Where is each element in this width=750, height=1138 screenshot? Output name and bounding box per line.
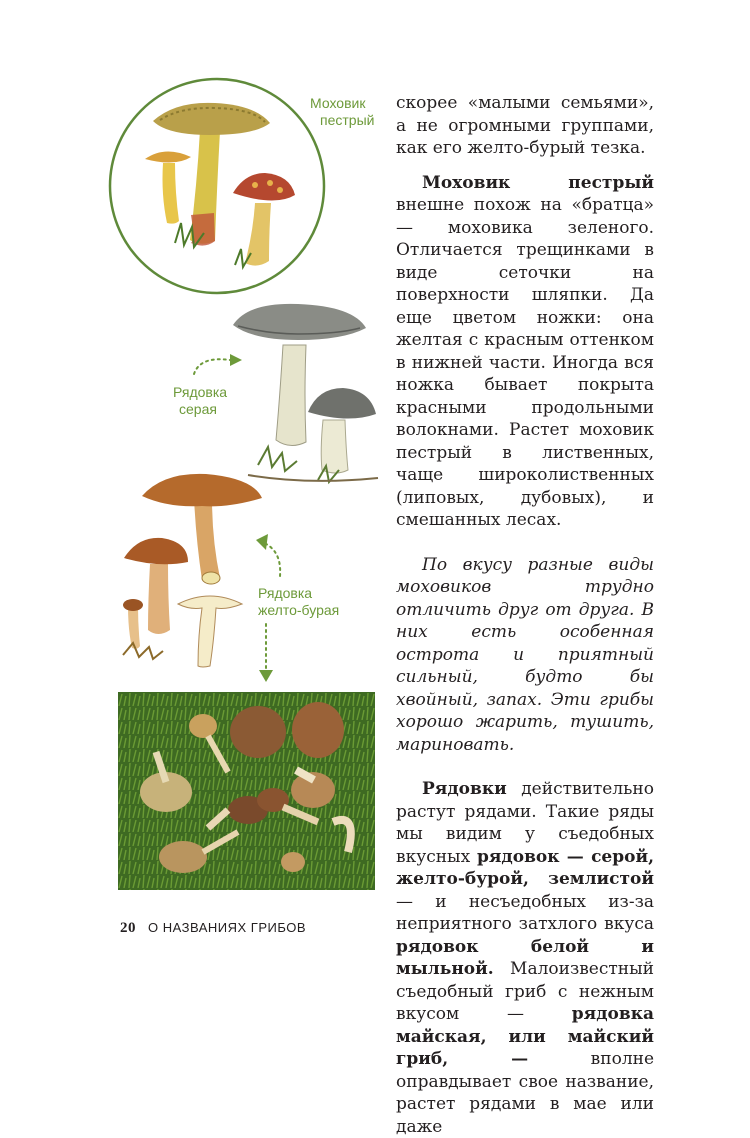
p4-text-3: Малоизвестный съедобный гриб с нежным вкусом — (396, 959, 654, 1024)
caption-mokhovik (310, 95, 374, 129)
mokhovik-illustration (105, 75, 330, 297)
page-number: 20 (120, 920, 136, 936)
paragraph-3: По вкусу разные виды моховиков трудно отличить друг от друга. В них есть особенная острота и приятный сильный, будто бы хвойный, запах. Эти грибы хорошо жарить, тушить, мариновать. (396, 554, 654, 755)
caption-line: пестрый (320, 112, 375, 128)
paragraph-2-text: внешне похож на «братца» — моховика зеленого. Отличается трещинками в виде сеточки на поверхности шляпки. Да еще цветом ножки: она желтая с красным оттенком в нижней части. Иногда вся ножка бывает покрыта красными продольными волокнами. Растет моховик пестрый в лиственных, чаще широколиственных (липовых, дубовых), и смешанных лесах. (396, 195, 654, 530)
arrow-gray-icon (190, 348, 250, 378)
p4-text-1: действительно растут рядами. Такие ряды мы видим у съедобных вкусных (396, 779, 654, 867)
term-ryadovki: Рядовки (422, 779, 507, 799)
caption-line: Рядовка (173, 384, 228, 400)
term-edible: рядовок — серой, желто-бурой, землистой (396, 846, 654, 889)
p4-text-2: — и несъедобных из-за неприятного затхлого вкуса (396, 891, 654, 934)
caption-ryadovka-gray (173, 384, 227, 418)
paragraph-4 (396, 778, 654, 1138)
arrow-down-icon (254, 622, 278, 684)
ryadovka-yellow-illustration (118, 470, 268, 675)
caption-line: серая (179, 401, 217, 417)
p4-text-4: вполне оправдывает свое название, растет рядами в мае или даже (396, 1049, 655, 1137)
term-may: рядовка майская, или майский гриб, — (396, 1004, 654, 1069)
term-mokhovik: Моховик пестрый (422, 172, 654, 193)
caption-line: желто-бурая (258, 602, 340, 618)
main-text (396, 92, 654, 1138)
term-inedible: рядовок белой и мыльной. (396, 936, 654, 979)
caption-line: Моховик (310, 95, 366, 111)
caption-line: Рядовка (258, 585, 313, 601)
paragraph-2 (396, 172, 654, 532)
page-footer (120, 920, 306, 937)
paragraph-1: скорее «малыми семьями», а не огромными группами, как его желто-бурый тезка. (396, 93, 654, 158)
mushroom-photo (118, 692, 375, 890)
caption-ryadovka-yellow (258, 585, 339, 619)
arrow-yellow-icon (250, 530, 290, 580)
section-title: О НАЗВАНИЯХ ГРИБОВ (148, 920, 307, 935)
